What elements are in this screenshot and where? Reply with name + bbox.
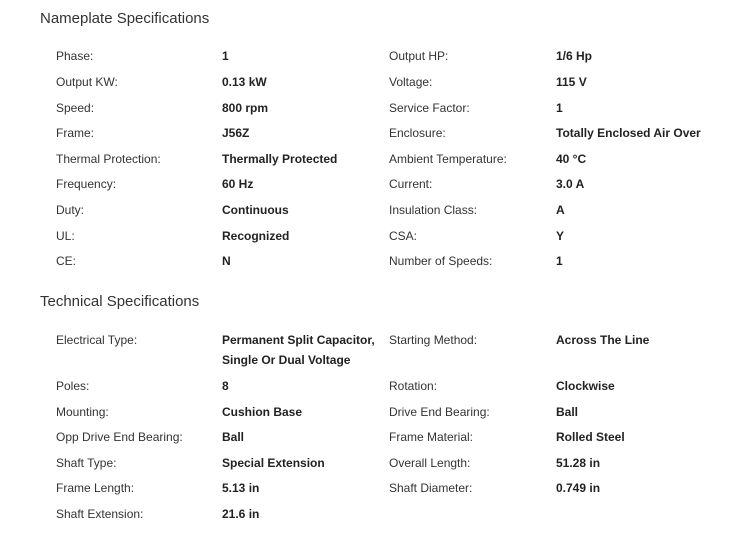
spec-label: Voltage: xyxy=(389,75,433,89)
spec-value: Across The Line xyxy=(556,333,650,347)
spec-label: Output HP: xyxy=(389,49,449,63)
spec-value: Cushion Base xyxy=(222,405,303,419)
spec-label: Frequency: xyxy=(56,177,117,191)
spec-label: Frame Material: xyxy=(389,430,474,444)
spec-label: UL: xyxy=(56,229,75,243)
spec-label: Phase: xyxy=(56,49,94,63)
spec-value: J56Z xyxy=(222,126,250,140)
spec-value: A xyxy=(556,203,565,217)
spec-label: Frame: xyxy=(56,126,95,140)
spec-label: CSA: xyxy=(389,229,418,243)
nameplate-section-title: Nameplate Specifications xyxy=(40,10,210,27)
spec-value: 800 rpm xyxy=(222,101,269,115)
spec-value: Y xyxy=(556,229,565,243)
spec-value: Ball xyxy=(556,405,579,419)
spec-label: Drive End Bearing: xyxy=(389,405,490,419)
spec-label: Duty: xyxy=(56,203,85,217)
spec-label: Electrical Type: xyxy=(56,333,138,347)
spec-label: Opp Drive End Bearing: xyxy=(56,430,183,444)
spec-label: Poles: xyxy=(56,379,90,393)
spec-value: 3.0 A xyxy=(556,177,585,191)
spec-label: Shaft Type: xyxy=(56,456,117,470)
spec-value: 115 V xyxy=(556,75,587,89)
spec-label: Ambient Temperature: xyxy=(389,152,507,166)
spec-value: Recognized xyxy=(222,229,290,243)
spec-value: Special Extension xyxy=(222,456,325,470)
spec-label: Shaft Diameter: xyxy=(389,481,473,495)
spec-value: Ball xyxy=(222,430,245,444)
spec-value: 5.13 in xyxy=(222,481,260,495)
spec-label: Overall Length: xyxy=(389,456,471,470)
spec-value: 21.6 in xyxy=(222,507,260,521)
spec-label: Insulation Class: xyxy=(389,203,478,217)
spec-value: N xyxy=(222,254,231,268)
spec-label: Shaft Extension: xyxy=(56,507,144,521)
spec-value: 1 xyxy=(222,49,229,63)
spec-label: Rotation: xyxy=(389,379,438,393)
spec-label: Output KW: xyxy=(56,75,118,89)
spec-label: Number of Speeds: xyxy=(389,254,493,268)
spec-value: Rolled Steel xyxy=(556,430,625,444)
spec-value: 40 °C xyxy=(556,152,587,166)
spec-label: Service Factor: xyxy=(389,101,470,115)
spec-label: Frame Length: xyxy=(56,481,135,495)
spec-label: Starting Method: xyxy=(389,333,478,347)
spec-value: Clockwise xyxy=(556,379,615,393)
spec-label: CE: xyxy=(56,254,77,268)
spec-value: Continuous xyxy=(222,203,289,217)
spec-label: Current: xyxy=(389,177,433,191)
spec-value: Totally Enclosed Air Over xyxy=(556,126,701,140)
spec-value: 0.749 in xyxy=(556,481,601,495)
technical-section-title: Technical Specifications xyxy=(40,293,200,310)
spec-value: 60 Hz xyxy=(222,177,254,191)
spec-value-line-2: Single Or Dual Voltage xyxy=(222,353,351,367)
spec-value: Thermally Protected xyxy=(222,152,338,166)
spec-label: Enclosure: xyxy=(389,126,446,140)
spec-value: 1 xyxy=(556,254,563,268)
spec-value: 51.28 in xyxy=(556,456,601,470)
spec-value-line-1: Permanent Split Capacitor, xyxy=(222,333,375,347)
spec-label: Speed: xyxy=(56,101,95,115)
spec-value: 1 xyxy=(556,101,563,115)
spec-label: Mounting: xyxy=(56,405,109,419)
spec-label: Thermal Protection: xyxy=(56,152,161,166)
spec-value: 8 xyxy=(222,379,229,393)
spec-value: 0.13 kW xyxy=(222,75,267,89)
spec-value: 1/6 Hp xyxy=(556,49,593,63)
